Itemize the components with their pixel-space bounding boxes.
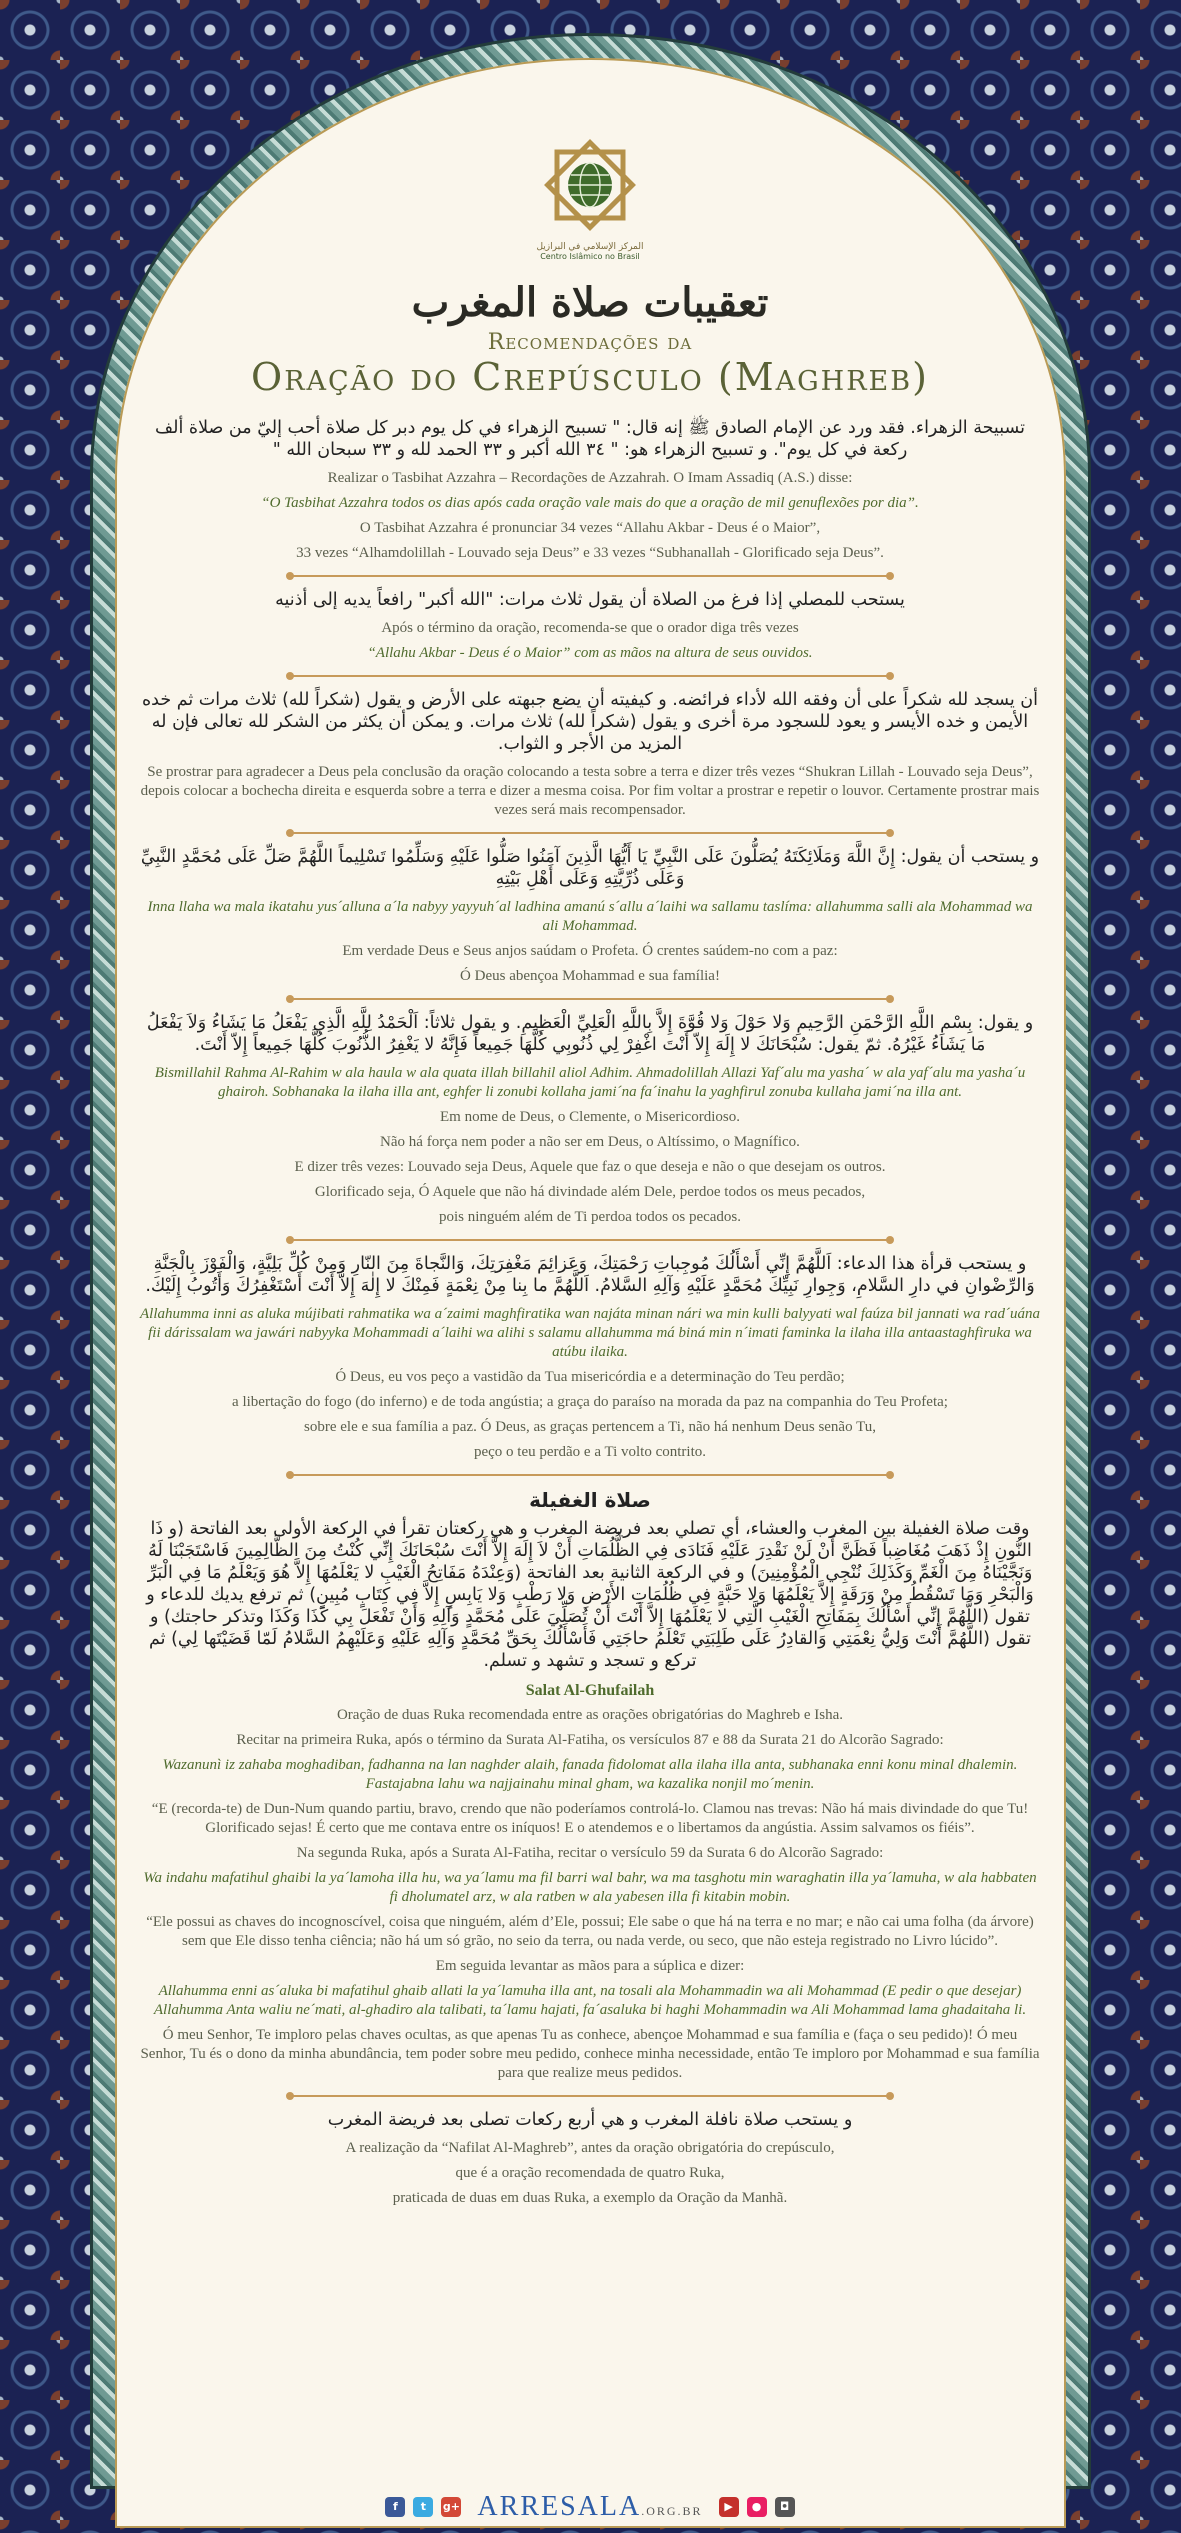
s4-pt1: Em verdade Deus e Seus anjos saúdam o Profeta. Ó crentes saúdem-no com a paz: xyxy=(342,943,838,959)
youtube-icon[interactable]: ▶ xyxy=(719,2497,739,2517)
footer-bar xyxy=(340,2488,840,2526)
s2-arabic: يستحب للمصلي إذا فرغ من الصلاة أن يقول ثلاث مرات: "الله أكبر" رافعاً يديه إلى أذنيه xyxy=(275,590,905,610)
s1-pt1: Realizar o Tasbihat Azzahra – Recordações de Azzahrah. O Imam Assadiq (A.S.) disse: xyxy=(327,470,853,486)
ghufailah-heading: Salat Al-Ghufailah xyxy=(525,1682,655,1699)
arabic-title: تعقيبات صلاة المغرب xyxy=(411,279,769,326)
s7-pt3: “E (recorda-te) de Dun-Num quando partiu, bravo, crendo que não poderíamos controlá-lo. Clamou nas trevas: Não há mais divindade do que Tu! Glorificado sejas! É certo que me contava entre os iníquos! E o atendemos e o libertamos da angústia. Assim salvamos os fiéis”. xyxy=(151,1801,1029,1836)
s6-pt2: a libertação do fogo (do inferno) e de toda angústia; a graça do paraíso na morada da paz na companhia do Teu Profeta; xyxy=(232,1394,948,1410)
divider xyxy=(290,675,890,677)
s6-pt4: peço o teu perdão e a Ti volto contrito. xyxy=(473,1444,707,1460)
logo-name: Centro Islâmico no Brasil xyxy=(540,252,640,261)
s5-pt4: Glorificado seja, Ó Aquele que não há divindade além Dele, perdoe todos os meus pecados, xyxy=(314,1184,866,1200)
s4-transliteration: Inna llaha wa mala ikatahu yus´alluna a´la nabyy yayyuh´al ladhina amanú s´allu a´laihi wa sallamu taslíma: allahumma salli ala Mohammad wa ali Mohammad. xyxy=(147,899,1033,934)
s5-pt1: Em nome de Deus, o Clemente, o Misericordioso. xyxy=(440,1109,740,1125)
s4-pt2: Ó Deus abençoa Mohammad e sua família! xyxy=(460,968,720,984)
s1-pt4: 33 vezes “Alhamdolillah - Louvado seja Deus” e 33 vezes “Subhanallah - Glorificado seja Deus”. xyxy=(296,545,884,561)
s8-pt2: que é a oração recomendada de quatro Ruka, xyxy=(455,2165,725,2181)
portuguese-title: Oração do Crepúsculo (Maghreb) xyxy=(251,355,929,399)
s5-pt2: Não há força nem poder a não ser em Deus, o Altíssimo, o Magnífico. xyxy=(380,1134,800,1150)
s5-pt5: pois ninguém além de Ti perdoa todos os pecados. xyxy=(438,1209,742,1225)
s8-pt3: praticada de duas em duas Ruka, a exemplo da Oração da Manhã. xyxy=(392,2190,788,2206)
ghufailah-arabic-heading: صلاة الغفيلة xyxy=(529,1488,651,1512)
s6-pt3: sobre ele e sua família a paz. Ó Deus, as graças pertencem a Ti, não há nenhum Deus senão Tu, xyxy=(304,1419,876,1435)
s7-pt5: “Ele possui as chaves do incognoscível, coisa que ninguém, além d’Ele, possui; Ele sabe o que há na terra e no mar; e não cai uma folha (da árvore) sem que Ele disso tenha ciência; não há um só grão, no seio da terra, ou nada verde, ou seco, que não esteja registrado no Livro lúcido”. xyxy=(146,1914,1034,1949)
s6-pt1: Ó Deus, eu vos peço a vastidão da Tua misericórdia e a determinação do Teu perdão; xyxy=(335,1369,845,1385)
s4-arabic: و يستحب أن يقول: إِنَّ اللَّهَ وَمَلَائِكَتَهُ يُصَلُّونَ عَلَى النَّبِيِّ يَا أَيُّهَا الَّذِينَ آمَنُوا صَلُّوا عَلَيْهِ وَسَلِّمُوا تَسْلِيماً اللَّهُمَّ صَلِّ عَلَى مُحَمَّدٍ النَّبِيِّ وَعَلَى ذُرِّيَّتِهِ وَعَلَى أَهْلِ بَيْتِهِ xyxy=(140,847,1040,889)
s6-arabic: و يستحب قرأة هذا الدعاء: اَللَّهُمَّ إِنِّي أَسْأَلُكَ مُوجِباتِ رَحْمَتِكَ، وَعَزائِمَ مَغْفِرَتِكَ، وَالنَّجاةَ مِنَ النّارِ وَمِنْ كُلِّ بَلِيَّةٍ، وَالْفَوْزَ بِالْجَنَّةِ وَالرِّضْوانِ في دارِ السَّلامِ، وَجِوارِ نَبِيِّكَ مُحَمَّدٍ عَلَيْهِ وَآلِهِ السَّلامُ. اَللَّهُمَّ ما بِنا مِنْ نِعْمَةٍ فَمِنْكَ لا إِلٰهَ إِلاَّ أَنْتَ أَسْتَغْفِرُكَ وَأَتُوبُ إِلَيْكَ. xyxy=(145,1254,1035,1296)
s7-pt6: Em seguida levantar as mãos para a súplica e dizer: xyxy=(435,1958,745,1974)
s7-arabic: وقت صلاة الغفيلة بين المغرب والعشاء، أي تصلي بعد فريضة المغرب و هي ركعتان تقرأ في الركعة الأولى بعد الفاتحة (و ذَا النُّونِ إِذْ ذَهَبَ مُغَاضِباً فَظَنَّ أَنْ لَنْ نَقْدِرَ عَلَيْهِ فَنَادَى فِي الظُّلُمَاتِ أَنْ لاَ إِلَهَ إِلاَّ أَنْتَ سُبْحَانَكَ إِنِّي كُنْتُ مِنَ الظَّالِمِينَ فَاسْتَجَبْنَا لَهُ وَنَجَّيْنَاهُ مِنَ الْغَمِّ وَكَذَلِكَ نُنْجِي الْمُؤْمِنِينَ) و في الركعة الثانية بعد الفاتحة (وَعِنْدَهُ مَفَاتِحُ الْغَيْبِ لا يَعْلَمُهَا إِلاَّ هُوَ وَيَعْلَمُ مَا فِي الْبَرِّ وَالْبَحْرِ وَمَا تَسْقُطُ مِنْ وَرَقَةٍ إِلاَّ يَعْلَمُهَا وَلا حَبَّةٍ فِي ظُلُمَاتِ الأَرْضِ وَلا رَطْبٍ وَلا يَابِسٍ إِلاَّ فِي كِتَابٍ مُبِينٍ) ثم ترفع يديك للدعاء و تقول (اللَّهُمَّ إِنِّي أَسْأَلُكَ بِمَفَاتِحِ الْغَيْبِ الَّتِي لا يَعْلَمُهَا إِلاَّ أَنْتَ أَنْ تُصَلِّيَ عَلَى مُحَمَّدٍ وَآلِهِ وَأَنْ تَفْعَلَ بِي كَذَا وَكَذَا وتذكر حاجتك) و تقول (اللَّهُمَّ أَنْتَ وَلِيُّ نِعْمَتِي وَالقادِرُ عَلَى طَلِبَتِي تَعْلَمُ حاجَتِي فَأَسْأَلُكَ بِحَقِّ مُحَمَّدٍ وَآلِهِ عَلَيْهِ وَعَلَيْهِمُ السَّلامُ لَمّا قَضَيْتَها لِي) ثم تركع و تسجد و تشهد و تسلم. xyxy=(146,1519,1034,1671)
portuguese-subtitle: Recomendações da xyxy=(487,330,693,355)
s5-pt3: E dizer três vezes: Louvado seja Deus, Aquele que faz o que deseja e não o que desejam os outros. xyxy=(294,1159,886,1175)
s3-pt: Se prostrar para agradecer a Deus pela conclusão da oração colocando a testa sobre a terra e dizer três vezes “Shukran Lillah - Louvado seja Deus”, depois colocar a bochecha direita e esquerda sobre a terra e dizer a mesma coisa. Por fim voltar a prostrar e repetir o louvor. Certamente prostrar mais vezes será mais recompensador. xyxy=(140,764,1040,818)
brand-name: ARRESALA xyxy=(477,2491,642,2522)
s1-pt3: O Tasbihat Azzahra é pronunciar 34 vezes “Allahu Akbar - Deus é o Maior”, xyxy=(359,520,821,536)
main-content xyxy=(140,130,1040,2214)
s7-transliteration-3: Allahumma enni as´aluka bi mafatihul ghaib allati la ya´lamuha illa ant, na tosali ala Mohammadin wa ali Mohammad (E pedir o que desejar) Allahumma Anta waliu ne´mati, al-ghadiro ala talibati, ta´lamu hajati, fa´asaluka bi haghi Mohammadin wa Ali Mohammad lama ghadaitaha li. xyxy=(153,1983,1027,2018)
s2-pt2: “Allahu Akbar - Deus é o Maior” com as mãos na altura de seus ouvidos. xyxy=(367,645,813,661)
s8-arabic: و يستحب صلاة نافلة المغرب و هي أربع ركعات تصلى بعد فريضة المغرب xyxy=(327,2110,853,2130)
s8-pt1: A realização da “Nafilat Al-Maghreb”, antes da oração obrigatória do crepúsculo, xyxy=(345,2140,835,2156)
divider xyxy=(290,998,890,1000)
divider xyxy=(290,1239,890,1241)
s1-pt2: “O Tasbihat Azzahra todos os dias após cada oração vale mais do que a oração de mil genuflexões por dia”. xyxy=(261,495,919,511)
divider xyxy=(290,575,890,577)
s2-pt1: Após o término da oração, recomenda-se que o orador diga três vezes xyxy=(381,620,799,636)
s7-pt1: Oração de duas Ruka recomendada entre as orações obrigatórias do Maghreb e Isha. xyxy=(336,1707,844,1723)
google-plus-icon[interactable]: g+ xyxy=(441,2497,461,2517)
twitter-icon[interactable]: t xyxy=(413,2497,433,2517)
s7-pt4: Na segunda Ruka, após a Surata Al-Fatiha, recitar o versículo 59 da Surata 6 do Alcorão Sagrado: xyxy=(296,1845,884,1861)
s7-transliteration-1: Wazanunì iz zahaba moghadiban, fadhanna na lan naghder alaih, fanada fidolomat alla ilaha illa anta, subhanaka enni konu minal dhalemin. Fastajabna lahu wa najjainahu minal gham, wa kazalika nonjil mo´menin. xyxy=(162,1757,1018,1792)
divider xyxy=(290,832,890,834)
instagram-icon[interactable]: ◘ xyxy=(775,2497,795,2517)
s5-transliteration: Bismillahil Rahma Al-Rahim w ala haula w ala quata illah billahil aliol Adhim. Ahmadolillah Allazi Yaf´alu ma yasha´ w ala yaf´alu ma yasha´u ghairoh. Sobhanaka la ilaha illa ant, eghfer li zonubi kollaha jami´na fa´inahu la yaghfirul zonuba kullaha jami´na illa ant. xyxy=(154,1065,1026,1100)
s7-pt2: Recitar na primeira Ruka, após o término da Surata Al-Fatiha, os versículos 87 e 88 da Surata 21 do Alcorão Sagrado: xyxy=(236,1732,944,1748)
s1-arabic: تسبيحة الزهراء. فقد ورد عن الإمام الصادق ﷺ إنه قال: " تسبيح الزهراء في كل يوم دبر كل صلاة أحب إليّ من صلاة ألف ركعة في كل يوم". و تسبيح الزهراء هو: " ٣٤ الله أكبر و ٣٣ الحمد لله و ٣٣ سبحان الله " xyxy=(155,418,1025,460)
divider xyxy=(290,2095,890,2097)
s3-arabic: أن يسجد لله شكراً على أن وفقه الله لأداء فرائضه. و كيفيته أن يضع جبهته على الأرض و يقول (شكراً لله) ثلاث مرات ثم خده الأيمن و خده الأيسر و يعود للسجود مرة أخرى و يقول (شكراً لله) ثلاث مرات. و يمكن أن يكثر من الشكر لله تعالى فإن له المزيد من الأجر و الثواب. xyxy=(141,690,1039,754)
facebook-icon[interactable]: f xyxy=(385,2497,405,2517)
flickr-icon[interactable]: ● xyxy=(747,2497,767,2517)
logo-arabic-name: المركز الإسلامي في البرازيل xyxy=(536,242,644,252)
divider xyxy=(290,1474,890,1476)
s7-pt7: Ó meu Senhor, Te imploro pelas chaves ocultas, as que apenas Tu as conhece, abençoe Mohammad e sua família e (faça o seu pedido)! Ó meu Senhor, Tu és o dono da minha abundância, tem poder sobre meu pedido, conhece minha necessidade, então Te imploro por Mohammad e sua família para que realize meus pedidos. xyxy=(140,2027,1040,2081)
centro-islamico-logo xyxy=(535,130,645,240)
s6-transliteration: Allahumma inni as aluka mújibati rahmatika wa a´zaimi maghfiratika wan najáta minan nári wa min kulli balyyati wal faúza bil jannati wa rad´uána fii dárissalam wa jawári nabyyka Mohammadi a´laihi wa alihi s salamu allahumma má biná min n´imati faminka la ilaha illa antaastaghfiruka wa atúbu ilaika. xyxy=(140,1306,1041,1360)
brand-domain: .ORG.BR xyxy=(641,2504,703,2518)
s5-arabic: و يقول: بِسْمِ اللَّهِ الرَّحْمَنِ الرَّحِيمِ وَلا حَوْلَ وَلا قُوَّةَ إِلاَّ بِاللَّهِ الْعَلِيِّ الْعَظِيمِ. و يقول ثلاثاً: اَلْحَمْدُ لِلَّهِ الَّذِي يَفْعَلُ مَا يَشَاءُ وَلاَ يَفْعَلُ مَا يَشَاءُ غَيْرُهُ. ثمّ يقول: سُبْحَانَكَ لا إِلَهَ إِلاّ أَنْتَ اغْفِرْ لِي ذُنُوبِي كُلَّهَا جَمِيعاً فَإِنَّهُ لا يَغْفِرُ الذُّنُوبَ كُلَّهَا جَمِيعاً إِلاّ أَنْتَ. xyxy=(146,1013,1034,1055)
s7-transliteration-2: Wa indahu mafatihul ghaibi la ya´lamoha illa hu, wa ya´lamu ma fil barri wal bahr, wa ma tasghotu min waraghatin illa ya´lamuha, w ala habbaten fi dholumatel arz, w ala ratben w ala yabesen illa fi kitabin mobin. xyxy=(143,1870,1037,1905)
arresala-brand[interactable] xyxy=(477,2491,702,2523)
